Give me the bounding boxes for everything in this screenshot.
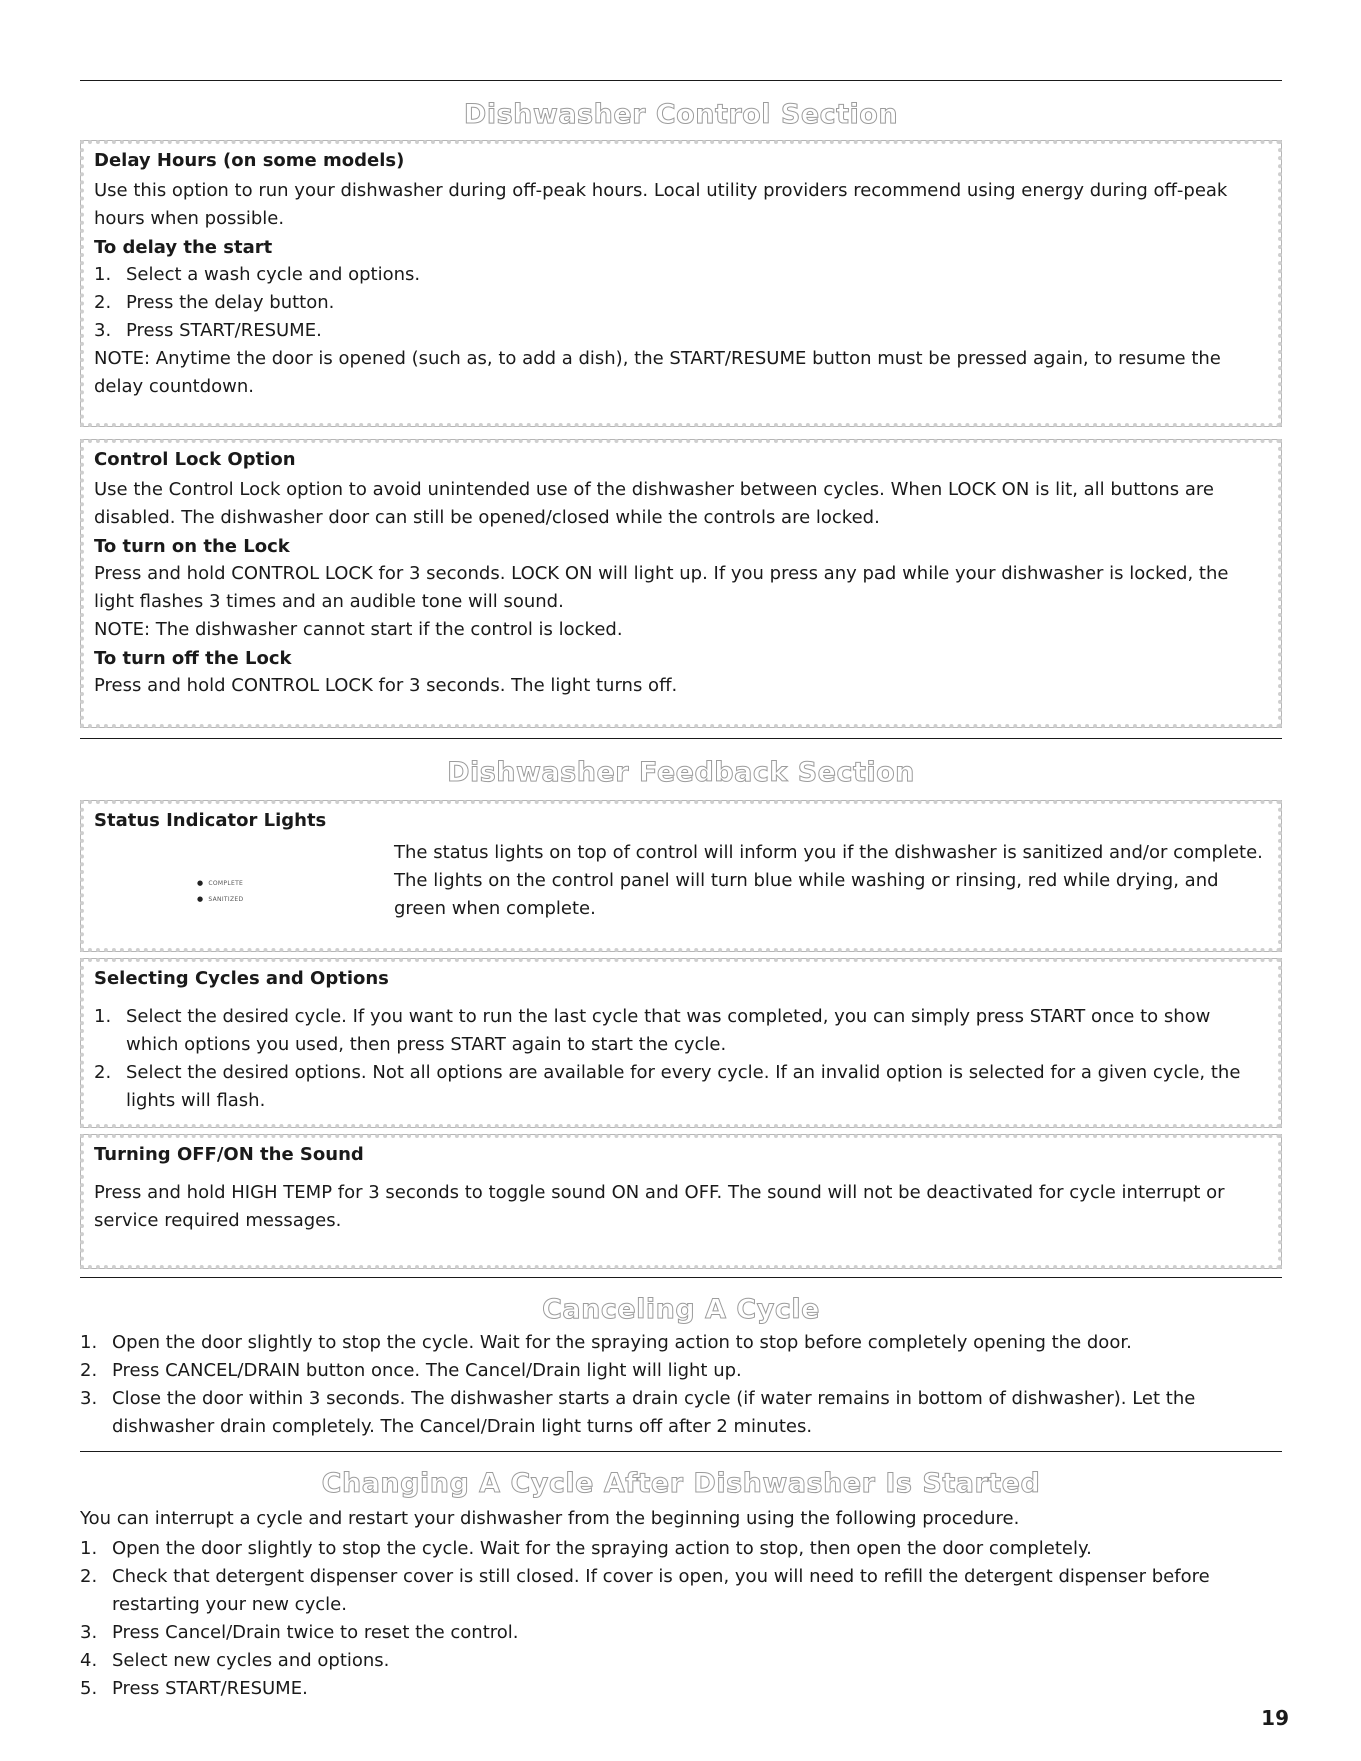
delay-hours-heading: Delay Hours (on some models) xyxy=(94,150,405,171)
delay-steps xyxy=(94,261,1265,345)
top-rule xyxy=(80,80,1282,81)
lock-off-heading: To turn off the Lock xyxy=(94,648,292,669)
status-lights-heading: Status Indicator Lights xyxy=(94,810,327,831)
changing-title: Changing A Cycle After Dishwasher Is Started xyxy=(321,1468,1041,1499)
list-item: 1. Select a wash cycle and options. xyxy=(94,264,421,285)
feedback-section-title: Dishwasher Feedback Section xyxy=(447,757,915,788)
control-lock-intro: Use the Control Lock option to avoid unintended use of the dishwasher between cycles. When LOCK ON is lit, all buttons are disabled. The dishwasher door can still be opened/closed while the controls are locked. xyxy=(94,479,1214,528)
list-item: 3. Press START/RESUME. xyxy=(94,320,322,341)
sound-heading: Turning OFF/ON the Sound xyxy=(94,1144,364,1165)
lock-on-text: Press and hold CONTROL LOCK for 3 seconds. LOCK ON will light up. If you press any pad while your dishwasher is locked, the light flashes 3 times and an audible tone will sound. xyxy=(94,563,1229,612)
changing-steps xyxy=(80,1535,1282,1703)
control-lock-box xyxy=(80,439,1282,728)
selecting-cycles-box xyxy=(80,958,1282,1128)
sound-text: Press and hold HIGH TEMP for 3 seconds to toggle sound ON and OFF. The sound will not be deactivated for cycle interrupt or service required messages. xyxy=(94,1182,1225,1231)
led-complete: ● COMPLETE xyxy=(197,879,243,887)
selecting-cycles-heading: Selecting Cycles and Options xyxy=(94,968,389,989)
delay-intro: Use this option to run your dishwasher during off-peak hours. Local utility providers recommend using energy during off-peak hours when possible. xyxy=(94,180,1228,229)
lock-on-heading: To turn on the Lock xyxy=(94,536,290,557)
page xyxy=(80,0,1282,1703)
list-item: 3. Press Cancel/Drain twice to reset the control. xyxy=(80,1622,519,1643)
status-lights-box xyxy=(80,800,1282,952)
list-item: 4. Select new cycles and options. xyxy=(80,1650,390,1671)
delay-hours-box xyxy=(80,140,1282,427)
canceling-rule xyxy=(80,1277,1282,1278)
selecting-steps xyxy=(94,1003,1265,1115)
status-lights-illustration xyxy=(94,837,394,937)
lock-off-text: Press and hold CONTROL LOCK for 3 seconds. The light turns off. xyxy=(94,675,678,696)
control-section-title: Dishwasher Control Section xyxy=(463,99,899,130)
feedback-rule xyxy=(80,738,1282,739)
sound-box xyxy=(80,1134,1282,1269)
delay-start-heading: To delay the start xyxy=(94,237,273,258)
page-number: 19 xyxy=(1261,1706,1289,1730)
list-item: 2. Press CANCEL/DRAIN button once. The Cancel/Drain light will light up. xyxy=(80,1360,742,1381)
led-sanitized: ● SANITIZED xyxy=(197,895,243,903)
list-item: 3. Close the door within 3 seconds. The dishwasher starts a drain cycle (if water remains in bottom of dishwasher). Let the dishwasher drain completely. The Cancel/Drain light turns off after 2 minutes. xyxy=(80,1388,1196,1437)
list-item: 2. Press the delay button. xyxy=(94,292,335,313)
list-item: 2. Check that detergent dispenser cover is still closed. If cover is open, you will need to refill the detergent dispenser before restarting your new cycle. xyxy=(80,1566,1210,1615)
canceling-title: Canceling A Cycle xyxy=(542,1294,820,1325)
delay-note: NOTE: Anytime the door is opened (such as, to add a dish), the START/RESUME button must be pressed again, to resume the delay countdown. xyxy=(94,348,1221,397)
list-item: 2. Select the desired options. Not all options are available for every cycle. If an invalid option is selected for a given cycle, the lights will flash. xyxy=(94,1062,1241,1111)
status-lights-text: The status lights on top of control will inform you if the dishwasher is sanitized and/or complete. The lights on the control panel will turn blue while washing or rinsing, red while drying, and green when complete. xyxy=(394,842,1263,919)
list-item: 1. Select the desired cycle. If you want to run the last cycle that was completed, you can simply press START once to show which options you used, then press START again to start the cycle. xyxy=(94,1006,1211,1055)
list-item: 5. Press START/RESUME. xyxy=(80,1678,308,1699)
list-item: 1. Open the door slightly to stop the cycle. Wait for the spraying action to stop before completely opening the door. xyxy=(80,1332,1132,1353)
list-item: 1. Open the door slightly to stop the cycle. Wait for the spraying action to stop, then open the door completely. xyxy=(80,1538,1092,1559)
changing-rule xyxy=(80,1451,1282,1452)
canceling-steps xyxy=(80,1329,1282,1441)
changing-intro: You can interrupt a cycle and restart your dishwasher from the beginning using the following procedure. xyxy=(80,1508,1020,1529)
control-lock-heading: Control Lock Option xyxy=(94,449,296,470)
lock-note: NOTE: The dishwasher cannot start if the control is locked. xyxy=(94,619,623,640)
